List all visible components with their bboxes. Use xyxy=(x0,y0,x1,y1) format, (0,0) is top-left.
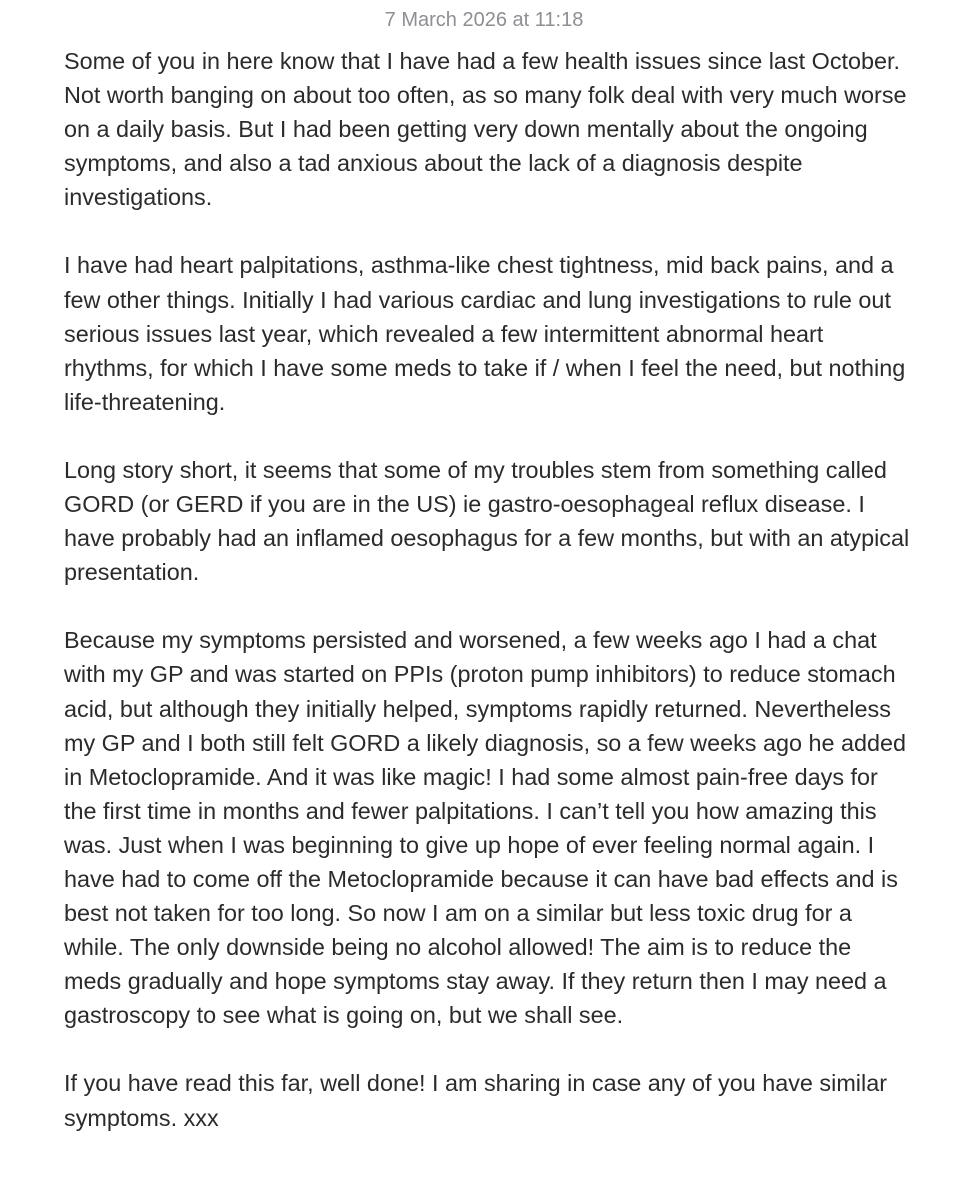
note-paragraph: Because my symptoms persisted and worsened, a few weeks ago I had a chat with my GP and was started on PPIs (proton pump inhibitors) to reduce stomach acid, but although they initially helped, symptoms rapidly returned. Nevertheless my GP and I both still felt GORD a likely diagnosis, so a few weeks ago he added in Metoclopramide. And it was like magic! I had some almost pain-free days for the first time in months and fewer palpitations. I can’t tell you how amazing this was. Just when I was beginning to give up hope of ever feeling normal again. I have had to come off the Metoclopramide because it can have bad effects and is best not taken for too long. So now I am on a similar but less toxic drug for a while. The only downside being no alcohol allowed! The aim is to reduce the meds gradually and hope symptoms stay away. If they return then I may need a gastroscopy to see what is going on, but we shall see. xyxy=(64,627,907,1029)
note-paragraph: Some of you in here know that I have had a few health issues since last October. Not worth banging on about too often, as so many folk deal with very much worse on a daily basis. But I had been getting very down mentally about the ongoing symptoms, and also a tad anxious about the lack of a diagnosis despite investigations. xyxy=(64,48,907,211)
note-body[interactable] xyxy=(64,44,914,1135)
note-timestamp: 7 March 2026 at 11:18 xyxy=(384,9,584,31)
note-paragraph: If you have read this far, well done! I am sharing in case any of you have similar symptoms. xxx xyxy=(64,1070,888,1131)
note-paragraph: I have had heart palpitations, asthma-like chest tightness, mid back pains, and a few other things. Initially I had various cardiac and lung investigations to rule out serious issues last year, which revealed a few intermittent abnormal heart rhythms, for which I have some meds to take if / when I feel the need, but nothing life-threatening. xyxy=(64,252,906,415)
note-paragraph: Long story short, it seems that some of my troubles stem from something called GORD (or GERD if you are in the US) ie gastro-oesophageal reflux disease. I have probably had an inflamed oesophagus for a few months, but with an atypical presentation. xyxy=(64,456,910,586)
